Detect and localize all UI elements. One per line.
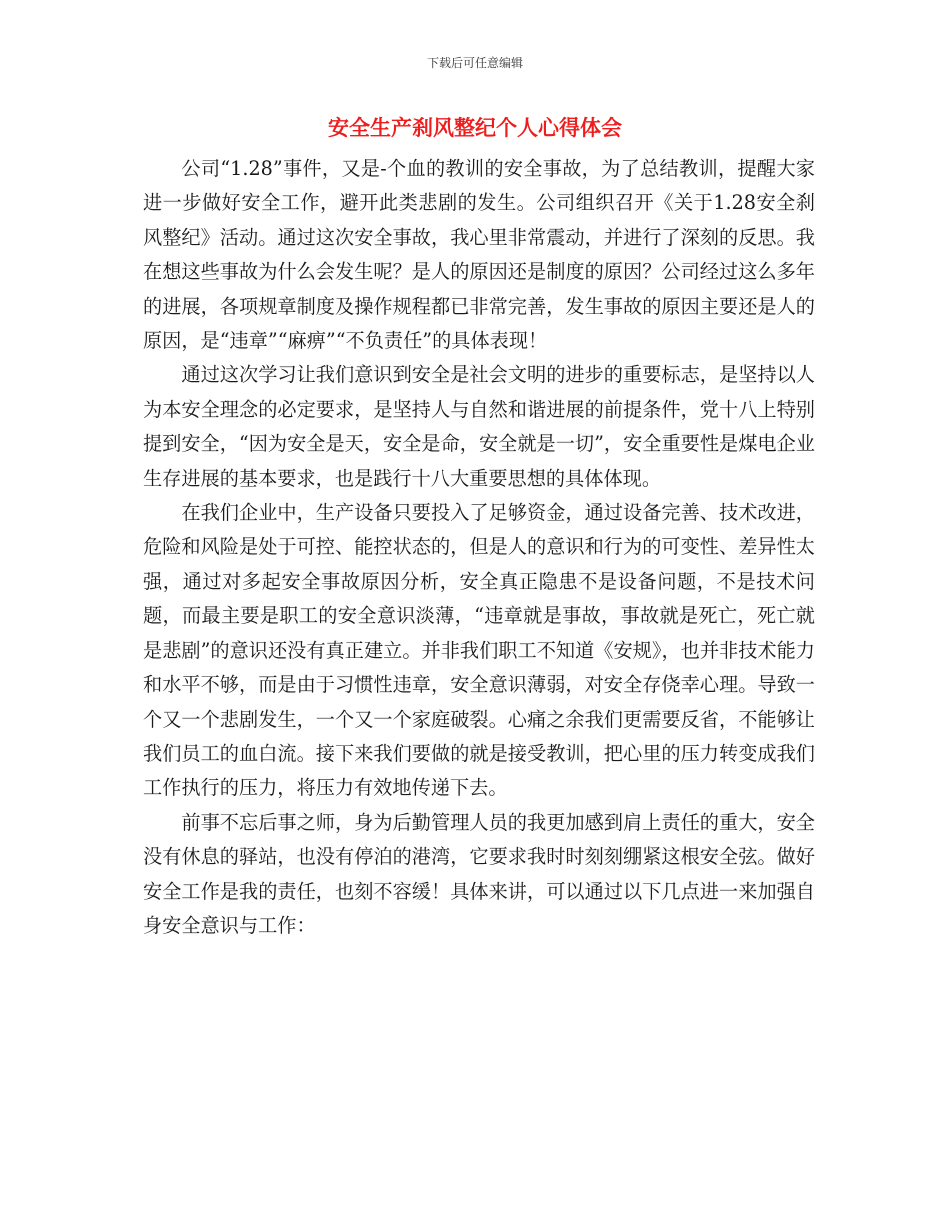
paragraph: 通过这次学习让我们意识到安全是社会文明的进步的重要标志，是坚持以人为本安全理念的必定要求，是坚持人与自然和谐进展的前提条件，党十八上特别提到安全，“因为安全是天，安全是命，安全就是一切”，安全重要性是煤电企业生存进展的基本要求，也是践行十八大重要思想的具体体现。 bbox=[143, 363, 815, 490]
paragraph: 前事不忘后事之师，身为后勤管理人员的我更加感到肩上责任的重大，安全没有休息的驿站，也没有停泊的港湾，它要求我时时刻刻绷紧这根安全弦。做好安全工作是我的责任，也刻不容缓！具体来讲，可以通过以下几点进一来加强自身安全意识与工作： bbox=[143, 810, 815, 937]
paragraph: 在我们企业中，生产设备只要投入了足够资金，通过设备完善、技术改进，危险和风险是处于可控、能控状态的，但是人的意识和行为的可变性、差异性太强，通过对多起安全事故原因分析，安全真正隐患不是设备问题，不是技术问题，而最主要是职工的安全意识淡薄，“违章就是事故，事故就是死亡，死亡就是悲剧”的意识还没有真正建立。并非我们职工不知道《安规》，也并非技术能力和水平不够，而是由于习惯性违章，安全意识薄弱，对安全存侥幸心理。导致一个又一个悲剧发生，一个又一个家庭破裂。心痛之余我们更需要反省，不能够让我们员工的血白流。接下来我们要做的就是接受教训，把心里的压力转变成我们工作执行的压力，将压力有效地传递下去。 bbox=[143, 501, 815, 800]
paragraph: 公司“1.28”事件，又是-个血的教训的安全事故，为了总结教训，提醒大家进一步做好安全工作，避开此类悲剧的发生。公司组织召开《关于1.28安全刹风整纪》活动。通过这次安全事故，我心里非常震动，并进行了深刻的反思。我在想这些事故为什么会发生呢？是人的原因还是制度的原因？公司经过这么多年的进展，各项规章制度及操作规程都已非常完善，发生事故的原因主要还是人的原因，是“违章”“麻痹”“不负责任”的具体表现！ bbox=[143, 157, 815, 353]
document-title: 安全生产刹风整纪个人心得体会 bbox=[328, 116, 622, 140]
header-note: 下载后可任意编辑 bbox=[426, 56, 523, 70]
document-body bbox=[143, 152, 815, 943]
